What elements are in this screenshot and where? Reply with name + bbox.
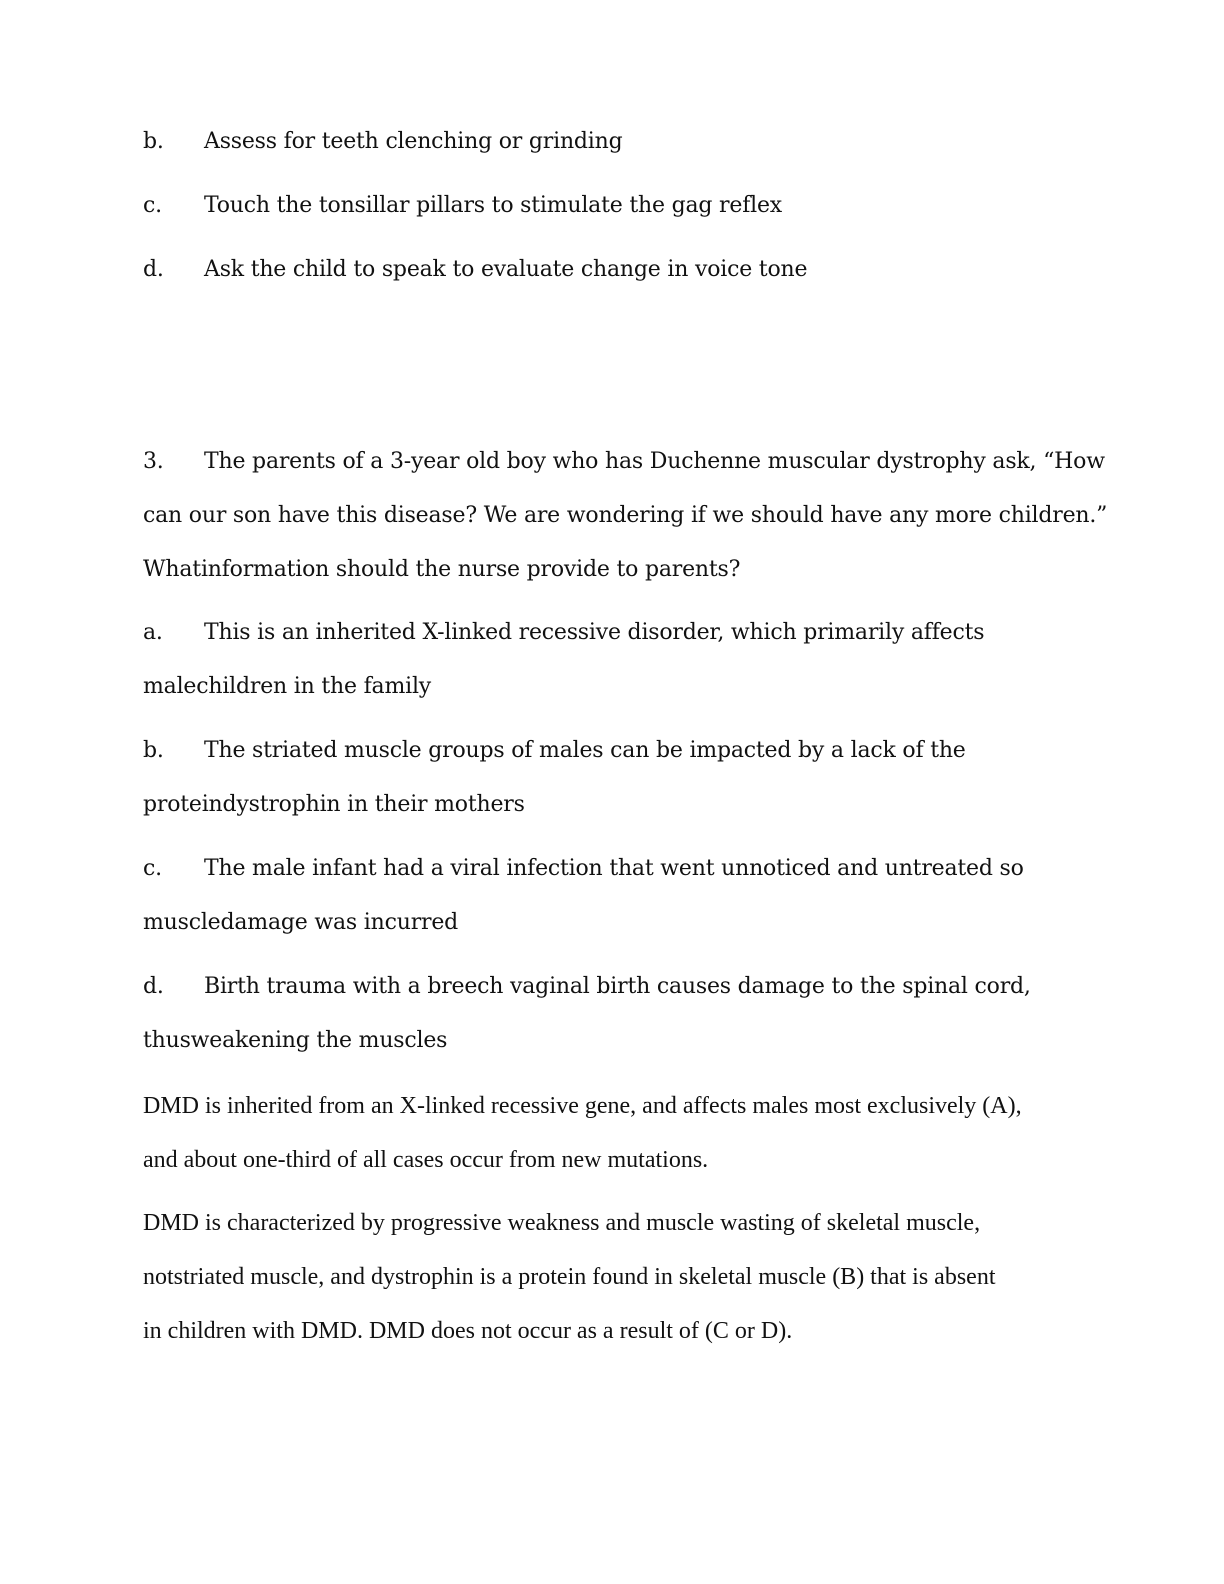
question-3-line-3: Whatinformation should the nurse provide to parents?	[143, 557, 741, 582]
option-letter: a.	[143, 620, 163, 645]
option-letter: d.	[143, 257, 164, 282]
question-3-line-2: can our son have this disease? We are wondering if we should have any more children.”	[143, 503, 1108, 528]
option-c-line-1	[143, 854, 1024, 884]
option-letter: c.	[143, 193, 162, 218]
option-letter: b.	[143, 738, 164, 763]
prev-option-d	[143, 255, 807, 285]
rationale-2-line-1: DMD is characterized by progressive weakness and muscle wasting of skeletal muscle,	[143, 1210, 981, 1236]
option-a-line-1	[143, 618, 984, 648]
option-letter: d.	[143, 974, 164, 999]
rationale-1-line-1: DMD is inherited from an X-linked recessive gene, and affects males most exclusively (A),	[143, 1093, 1022, 1119]
option-letter: b.	[143, 129, 164, 154]
rationale-1-line-2: and about one-third of all cases occur from new mutations.	[143, 1147, 709, 1173]
option-text: Assess for teeth clenching or grinding	[204, 129, 623, 154]
option-text: Birth trauma with a breech vaginal birth causes damage to the spinal cord,	[204, 974, 1031, 999]
option-d-line-2: thusweakening the muscles	[143, 1028, 448, 1053]
option-letter: c.	[143, 856, 162, 881]
option-text: The male infant had a viral infection that went unnoticed and untreated so	[204, 856, 1024, 881]
option-text: Ask the child to speak to evaluate change in voice tone	[204, 257, 808, 282]
option-text: Touch the tonsillar pillars to stimulate the gag reflex	[204, 193, 782, 218]
option-text: This is an inherited X-linked recessive disorder, which primarily affects	[204, 620, 985, 645]
option-d-line-1	[143, 972, 1031, 1002]
question-3-line-1	[143, 447, 1105, 477]
option-b-line-2: proteindystrophin in their mothers	[143, 792, 525, 817]
prev-option-c	[143, 191, 782, 221]
option-c-line-2: muscledamage was incurred	[143, 910, 459, 935]
question-number: 3.	[143, 449, 164, 474]
rationale-2-line-2: notstriated muscle, and dystrophin is a protein found in skeletal muscle (B) that is absent	[143, 1264, 996, 1290]
option-b-line-1	[143, 736, 966, 766]
prev-option-b	[143, 127, 623, 157]
question-text: The parents of a 3-year old boy who has Duchenne muscular dystrophy ask, “How	[204, 449, 1105, 474]
option-text: The striated muscle groups of males can be impacted by a lack of the	[204, 738, 966, 763]
option-a-line-2: malechildren in the family	[143, 674, 432, 699]
rationale-2-line-3: in children with DMD. DMD does not occur as a result of (C or D).	[143, 1318, 793, 1344]
